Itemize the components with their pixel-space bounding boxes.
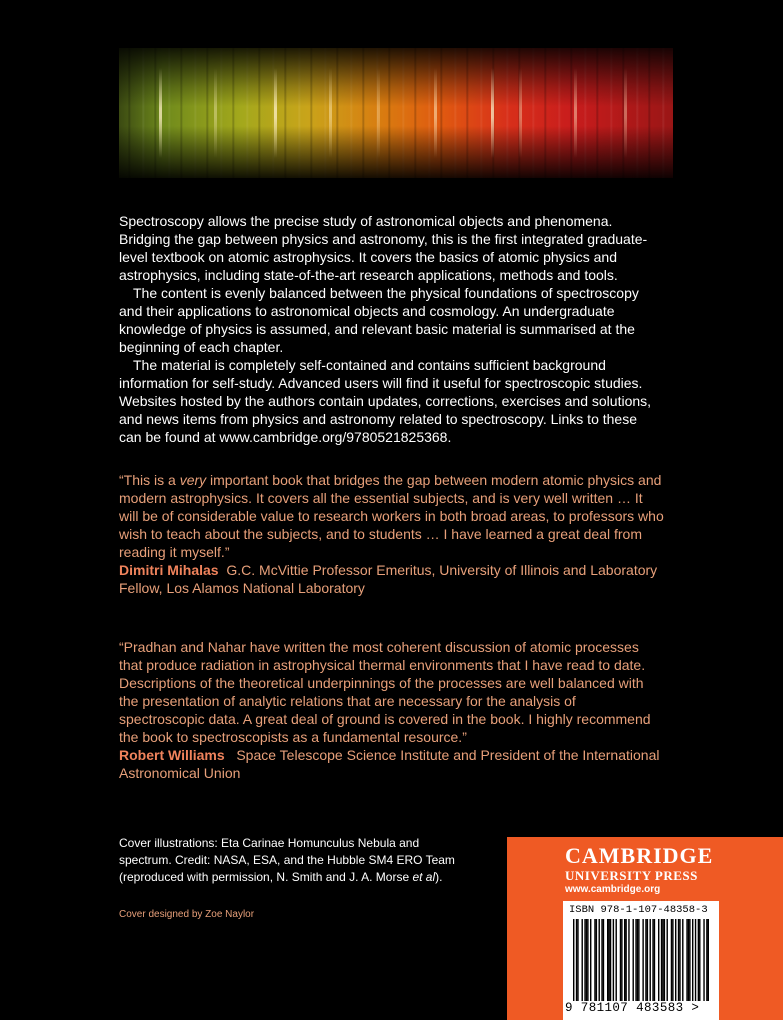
description-paragraph-3: The material is completely self-contained and contains sufficient background information for self-study. Advanced users will find it useful for spectroscopic studies. Websites hosted by the authors contain updates, corrections, exercises and solutions, and news items from physics and astronomy related to spectroscopy. Links to these can be found at www.cambridge.org/9780521825368. <box>119 357 652 445</box>
publisher-url: www.cambridge.org <box>565 884 661 895</box>
cover-credits: Cover illustrations: Eta Carinae Homunculus Nebula and spectrum. Credit: NASA, ESA, and the Hubble SM4 ERO Team (reproduced with permission, N. Smith and J. A. Morse et al). <box>119 836 455 884</box>
spectrum-image <box>119 48 673 178</box>
review-quote-1 <box>119 471 664 597</box>
quote-2-affiliation: Space Telescope Science Institute and President of the International Astronomical Union <box>119 747 660 781</box>
barcode-number: 9 781107 483583 > <box>565 1001 700 1015</box>
description-paragraph-2: The content is evenly balanced between the physical foundations of spectroscopy and their applications to astronomical objects and cosmology. An undergraduate knowledge of physics is assumed, and relevant basic material is summarised at the beginning of each chapter. <box>119 285 639 355</box>
cover-designer: Cover designed by Zoe Naylor <box>119 909 255 920</box>
barcode-panel <box>563 901 719 1020</box>
barcode-icon <box>573 919 709 1001</box>
quote-1-text: “This is a very important book that bridges the gap between modern atomic physics and modern astrophysics. It covers all the essential subjects, and is very well written … It will be of considerable value to research workers in both broad areas, to professors who wish to teach about the subjects, and to students … I have learned a great deal from reading it myself.” <box>119 472 664 560</box>
quote-1-author: Dimitri Mihalas <box>119 562 219 578</box>
quote-2-attribution <box>119 746 664 782</box>
publisher-subtitle: UNIVERSITY PRESS <box>565 868 698 883</box>
quote-1-affiliation: G.C. McVittie Professor Emeritus, University of Illinois and Laboratory Fellow, Los Alamos National Laboratory <box>119 562 658 596</box>
isbn-label: ISBN 978-1-107-48358-3 <box>569 904 708 916</box>
quote-2-author: Robert Williams <box>119 747 225 763</box>
review-quote-2 <box>119 638 664 782</box>
publisher-name: CAMBRIDGE <box>565 843 714 868</box>
description-paragraph-1: Spectroscopy allows the precise study of astronomical objects and phenomena. Bridging the gap between physics and astronomy, this is the first integrated graduate-level textbook on atomic astrophysics. It covers the basics of atomic physics and astrophysics, including state-of-the-art research applications, methods and tools. <box>119 213 648 283</box>
quote-2-text: “Pradhan and Nahar have written the most coherent discussion of atomic processes that produce radiation in astrophysical thermal environments that I have read to date. Descriptions of the theoretical underpinnings of the processes are well balanced with the presentation of analytic relations that are necessary for the analysis of spectroscopic data. A great deal of ground is covered in the book. I highly recommend the book to spectroscopists as a fundamental resource.” <box>119 639 651 745</box>
description <box>119 212 659 446</box>
publisher-box <box>507 837 783 1020</box>
quote-1-attribution <box>119 561 664 597</box>
